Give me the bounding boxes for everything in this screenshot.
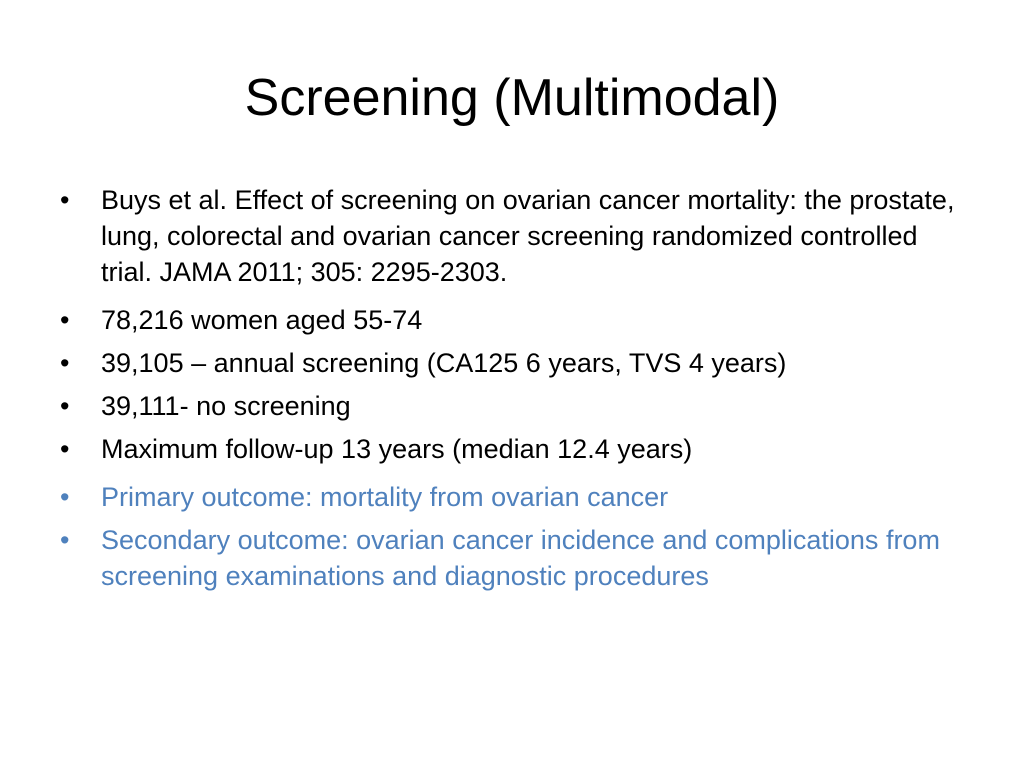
bullet-list: [60, 182, 960, 601]
bullet-marker: •: [60, 525, 70, 555]
bullet-marker: •: [60, 305, 70, 335]
bullet-marker: •: [60, 348, 70, 378]
bullet-text: 39,105 – annual screening (CA125 6 years, TVS 4 years): [101, 348, 787, 378]
bullet-item-women: [60, 302, 960, 338]
bullet-text: Buys et al. Effect of screening on ovarian cancer mortality: the prostate, lung, colorectal and ovarian cancer screening randomized controlled trial. JAMA 2011; 305: 2295-2303.: [101, 185, 955, 287]
bullet-text: 39,111- no screening: [101, 391, 351, 421]
bullet-item-primary-outcome: [60, 479, 960, 515]
bullet-marker: •: [60, 482, 70, 512]
bullet-text: Secondary outcome: ovarian cancer incidence and complications from screening examinations and diagnostic procedures: [101, 525, 940, 591]
slide-title: Screening (Multimodal): [244, 69, 780, 127]
bullet-item-secondary-outcome: [60, 522, 960, 594]
bullet-text: Primary outcome: mortality from ovarian cancer: [101, 482, 669, 512]
bullet-marker: •: [60, 434, 70, 464]
bullet-item-annual-screening: [60, 345, 960, 381]
bullet-text: Maximum follow-up 13 years (median 12.4 years): [101, 434, 693, 464]
bullet-item-citation: [60, 182, 960, 290]
bullet-item-no-screening: [60, 388, 960, 424]
bullet-marker: •: [60, 185, 70, 215]
bullet-marker: •: [60, 391, 70, 421]
bullet-text: 78,216 women aged 55-74: [101, 305, 423, 335]
bullet-item-follow-up: [60, 431, 960, 467]
